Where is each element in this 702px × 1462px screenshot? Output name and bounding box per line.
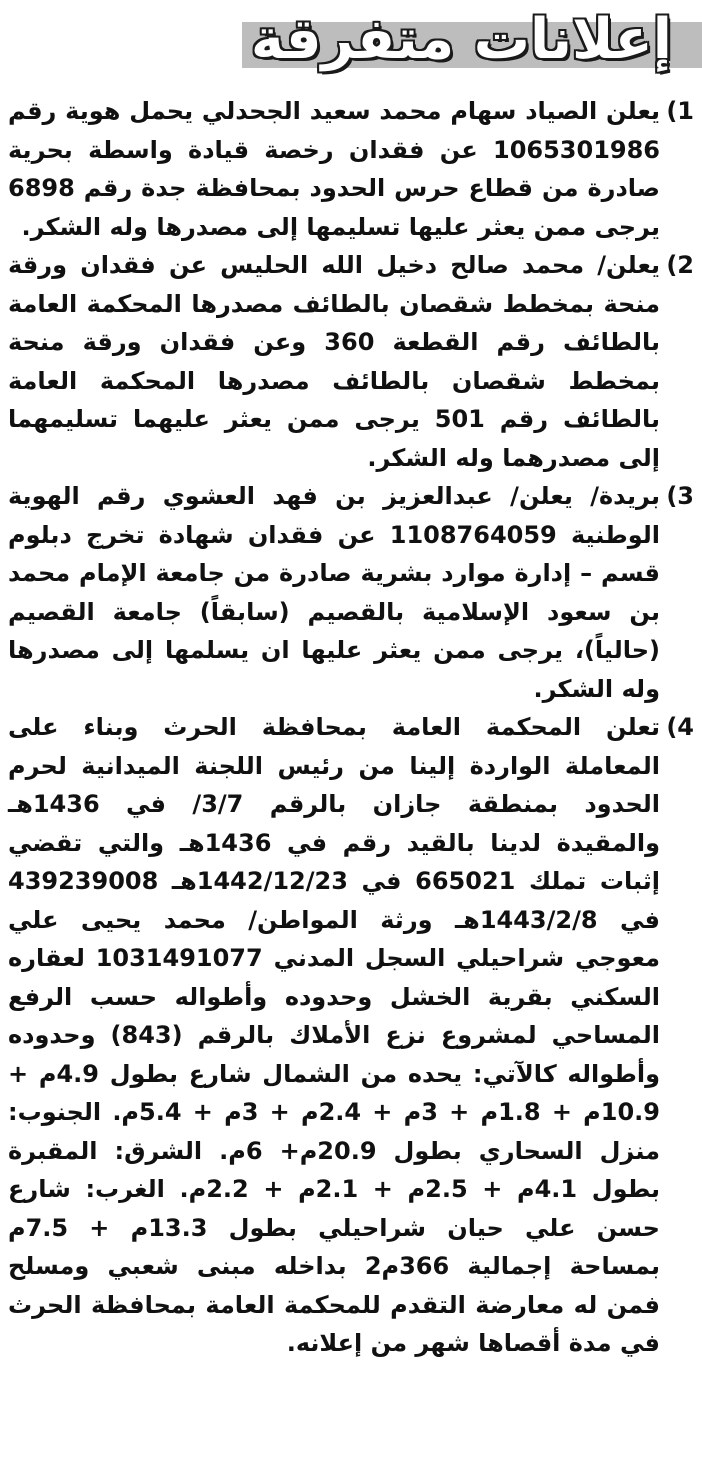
ad-text: يعلن الصياد سهام محمد سعيد الجحدلي يحمل هوية رقم 1065301986 عن فقدان رخصة قيادة واسطة بحرية صادرة من قطاع حرس الحدود بمحافظة جدة رقم 6898 يرجى ممن يعثر عليها تسليمها إلى مصدرها وله الشكر. — [8, 97, 660, 241]
classified-ad — [8, 477, 694, 708]
classified-ads-list — [8, 92, 694, 1363]
ad-text: بريدة/ يعلن/ عبدالعزيز بن فهد العشوي رقم الهوية الوطنية 1108764059 عن فقدان شهادة تخرج دبلوم قسم – إدارة موارد بشرية صادرة من جامعة الإمام محمد بن سعود الإسلامية بالقصيم (سابقاً) جامعة القصيم (حالياً)، يرجى ممن يعثر عليها ان يسلمها إلى مصدرها وله الشكر. — [8, 482, 660, 703]
ad-text: يعلن/ محمد صالح دخيل الله الحليس عن فقدان ورقة منحة بمخطط شقصان بالطائف مصدرها المحكمة العامة بالطائف رقم القطعة 360 وعن فقدان ورقة منحة بمخطط شقصان بالطائف مصدرها المحكمة العامة بالطائف رقم 501 يرجى ممن يعثر عليهما تسليمهما إلى مصدرهما وله الشكر. — [8, 251, 660, 472]
ad-number: 1) — [666, 97, 694, 125]
ad-number: 4) — [666, 713, 694, 741]
classified-ad — [8, 92, 694, 246]
section-header — [0, 0, 702, 84]
classified-ad — [8, 246, 694, 477]
ad-number: 2) — [666, 251, 694, 279]
classified-ad — [8, 708, 694, 1363]
ad-number: 3) — [666, 482, 694, 510]
section-title: إعلانات متفرقة — [250, 7, 672, 72]
ad-text: تعلن المحكمة العامة بمحافظة الحرث وبناء على المعاملة الواردة إلينا من رئيس اللجنة الميدانية لحرم الحدود بمنطقة جازان بالرقم 3/7/ في 1436هـ والمقيدة لدينا بالقيد رقم في 1436هـ والتي تقضي إثبات تملك 665021 في 1442/12/23هـ 439239008 في 1443/2/8هـ ورثة المواطن/ محمد يحيى علي معوجي شراحيلي السجل المدني 1031491077 لعقاره السكني بقرية الخشل وحدوده وأطواله حسب الرفع المساحي لمشروع نزع الأملاك بالرقم (843) وحدوده وأطواله كالآتي: يحده من الشمال شارع بطول 4.9م + 10.9م + 1.8م + 3م + 2.4م + 3م + 5.4م. الجنوب: منزل السحاري بطول 20.9م+ 6م. الشرق: المقبرة بطول 4.1م + 2.5م + 2.1م + 2.2م. الغرب: شارع حسن علي حيان شراحيلي بطول 13.3م + 7.5م بمساحة إجمالية 366م2 بداخله مبنى شعبي ومسلح فمن له معارضة التقدم للمحكمة العامة بمحافظة الحرث في مدة أقصاها شهر من إعلانه. — [8, 713, 661, 1357]
